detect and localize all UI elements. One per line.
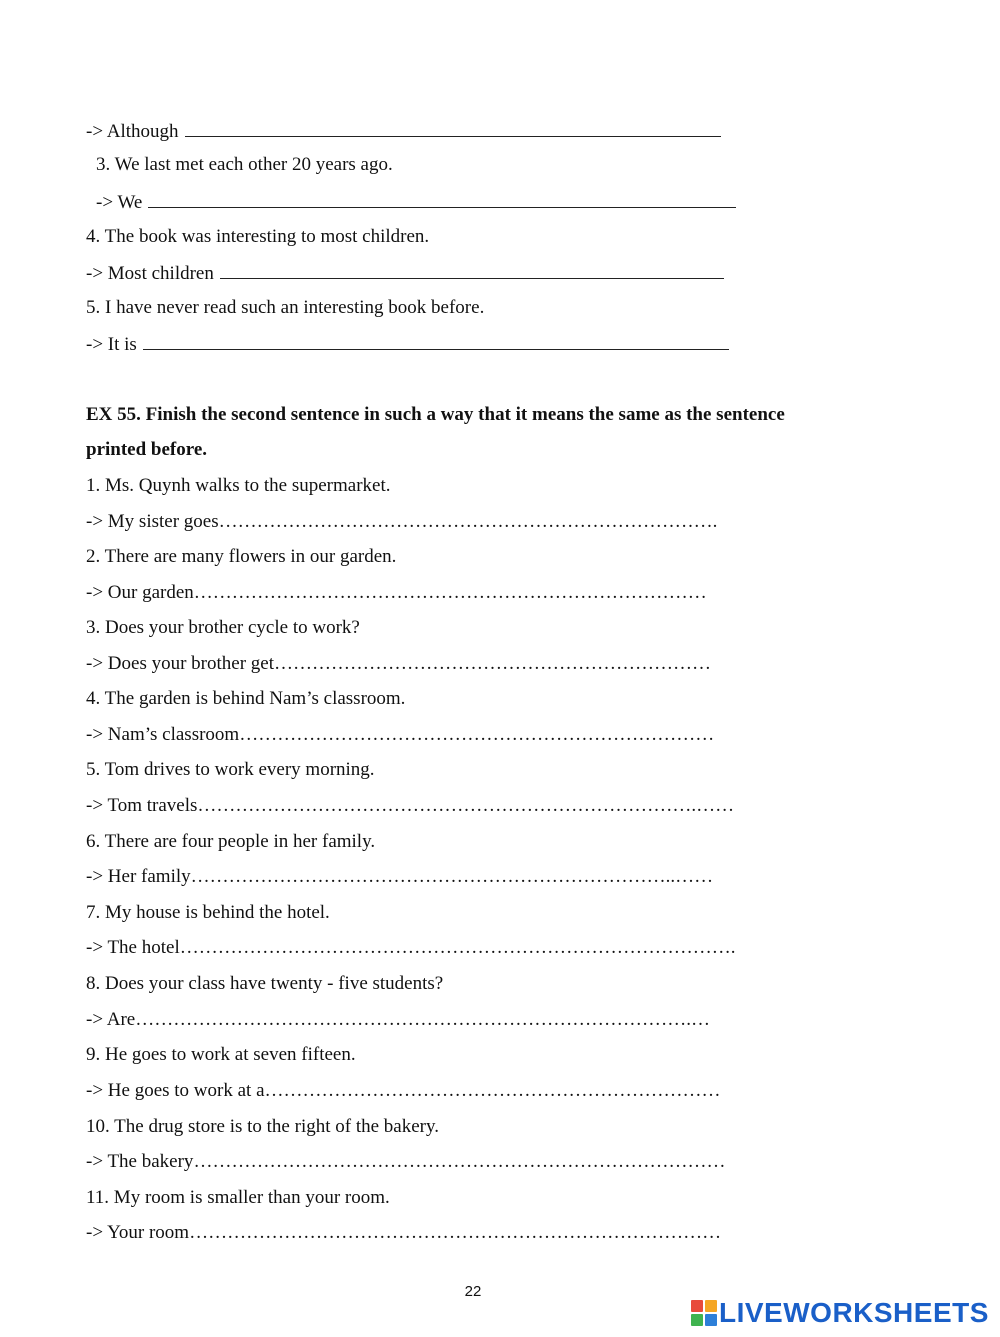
answer-blank[interactable] [220, 260, 724, 279]
answer-1[interactable]: -> My sister goes……………………………………………………………………. [86, 511, 718, 532]
answer-blank[interactable] [185, 118, 721, 137]
question-line: 3. We last met each other 20 years ago. [96, 154, 393, 175]
question-1: 1. Ms. Quynh walks to the supermarket. [86, 475, 391, 496]
liveworksheets-logo [691, 1297, 989, 1329]
question-5: 5. Tom drives to work every morning. [86, 759, 375, 780]
logo-blocks-icon [691, 1300, 717, 1326]
answer-7[interactable]: -> The hotel……………………………………………………………………………. [86, 937, 736, 958]
answer-6[interactable]: -> Her family…………………………………………………………………..…… [86, 866, 714, 887]
answer-3[interactable]: -> Does your brother get…………………………………………………………… [86, 653, 711, 674]
answer-2[interactable]: -> Our garden……………………………………………………………………… [86, 582, 707, 603]
question-4: 4. The garden is behind Nam’s classroom. [86, 688, 406, 709]
question-2: 2. There are many flowers in our garden. [86, 546, 397, 567]
answer-line-we: -> We [96, 189, 736, 215]
answer-5[interactable]: -> Tom travels…………………………………………………………………….…… [86, 795, 735, 816]
answer-10[interactable]: -> The bakery………………………………………………………………………… [86, 1151, 726, 1172]
question-11: 11. My room is smaller than your room. [86, 1187, 390, 1208]
page-number: 22 [464, 1283, 482, 1300]
answer-11[interactable]: -> Your room………………………………………………………………………… [86, 1222, 722, 1243]
question-6: 6. There are four people in her family. [86, 831, 376, 852]
answer-4[interactable]: -> Nam’s classroom………………………………………………………………… [86, 724, 715, 745]
answer-blank[interactable] [143, 331, 729, 350]
question-8: 8. Does your class have twenty - five students? [86, 973, 444, 994]
question-line: 4. The book was interesting to most children. [86, 226, 430, 247]
question-3: 3. Does your brother cycle to work? [86, 617, 360, 638]
logo-text: LIVEWORKSHEETS [719, 1297, 989, 1328]
question-9: 9. He goes to work at seven fifteen. [86, 1044, 356, 1065]
answer-8[interactable]: -> Are…………………………………………………………………………….… [86, 1009, 710, 1030]
answer-line-it-is: -> It is [86, 331, 729, 357]
answer-line-although: -> Although [86, 118, 721, 144]
question-line: 5. I have never read such an interesting book before. [86, 297, 485, 318]
exercise-heading-cont: printed before. [86, 439, 208, 460]
answer-line-most-children: -> Most children [86, 260, 724, 286]
exercise-heading: EX 55. Finish the second sentence in such a way that it means the same as the sentence [86, 404, 785, 425]
answer-9[interactable]: -> He goes to work at a……………………………………………………………… [86, 1080, 721, 1101]
question-10: 10. The drug store is to the right of the bakery. [86, 1116, 440, 1137]
answer-blank[interactable] [148, 189, 736, 208]
question-7: 7. My house is behind the hotel. [86, 902, 330, 923]
